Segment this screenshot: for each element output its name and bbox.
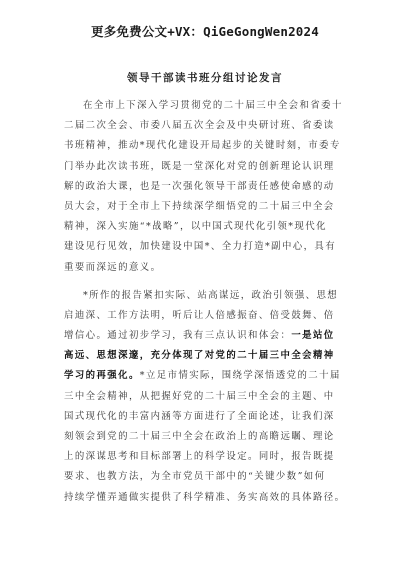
- bold-emphasis: 一是站位: [291, 330, 335, 342]
- paragraph-line: 持续学懂弄通做实提供了科学精准、务实高效的具体路径。: [64, 491, 346, 503]
- header-banner: 更多免费公文+VX：QiGeGongWen2024: [91, 24, 319, 39]
- bold-emphasis: 学习的再强化。: [64, 370, 140, 382]
- paragraph-line: 员大会，对于全市上下持续深学细悟党的二十届三中全会: [64, 200, 335, 212]
- paragraph-line: 二届二次全会、市委八届五次全会及中央研讨班、省委读: [64, 120, 335, 132]
- paragraph-line: 建设见行见效，加快建设中国*、全力打造*副中心，具有: [64, 241, 337, 253]
- paragraph-line: 启迪深、工作方法明，听后让人倍感振奋、倍受鼓舞、倍: [64, 309, 335, 321]
- paragraph-line: 国式现代化的丰富内涵等方面进行了全面论述，让我们深: [64, 410, 335, 422]
- document-body: [64, 96, 350, 508]
- paragraph-line: [64, 366, 350, 386]
- paragraph-gap: [64, 278, 350, 286]
- paragraph-line: 精神，深入实施“*战略”，以中国式现代化引领*现代化: [64, 221, 327, 233]
- paragraph-line: 重要而深远的意义。: [64, 261, 162, 273]
- paragraph-line: 三中全会精神，从把握好党的二十届三中全会的主题、中: [64, 390, 335, 402]
- paragraph-text: *立足市情实际，围绕学深悟透党的二十届: [139, 370, 341, 382]
- paragraph-line: 在全市上下深入学习贯彻党的二十届三中全会和省委十: [83, 100, 343, 111]
- paragraph-line: 要求、也教方法，为全市党员干部中的“关键少数”如何: [64, 471, 326, 483]
- paragraph-line: 上的深谋思考和目标部署上的科学设定。同时，报告既提: [64, 451, 335, 463]
- paragraph-line: 书班精神，推动*现代化建设开局起步的关键时刻，市委专: [64, 140, 341, 152]
- document-title: 领导干部读书班分组讨论发言: [127, 72, 283, 84]
- paragraph-text: 增信心。通过初步学习，我有三点认识和体会：: [64, 330, 292, 342]
- paragraph-line: [64, 326, 350, 346]
- paragraph-line: 门举办此次读书班，既是一堂深化对党的创新理论认识理: [64, 160, 335, 172]
- paragraph-line: *所作的报告紧扣实际、站高谋远，政治引领强、思想: [83, 289, 339, 301]
- paragraph-line: 解的政治大课，也是一次强化领导干部责任感使命感的动: [64, 180, 335, 192]
- paragraph-line: 刻领会到党的二十届三中全会在政治上的高瞻远瞩、理论: [64, 431, 335, 442]
- bold-paragraph-line: 高远、思想深邃，充分体现了对党的二十届三中全会精神: [64, 350, 335, 362]
